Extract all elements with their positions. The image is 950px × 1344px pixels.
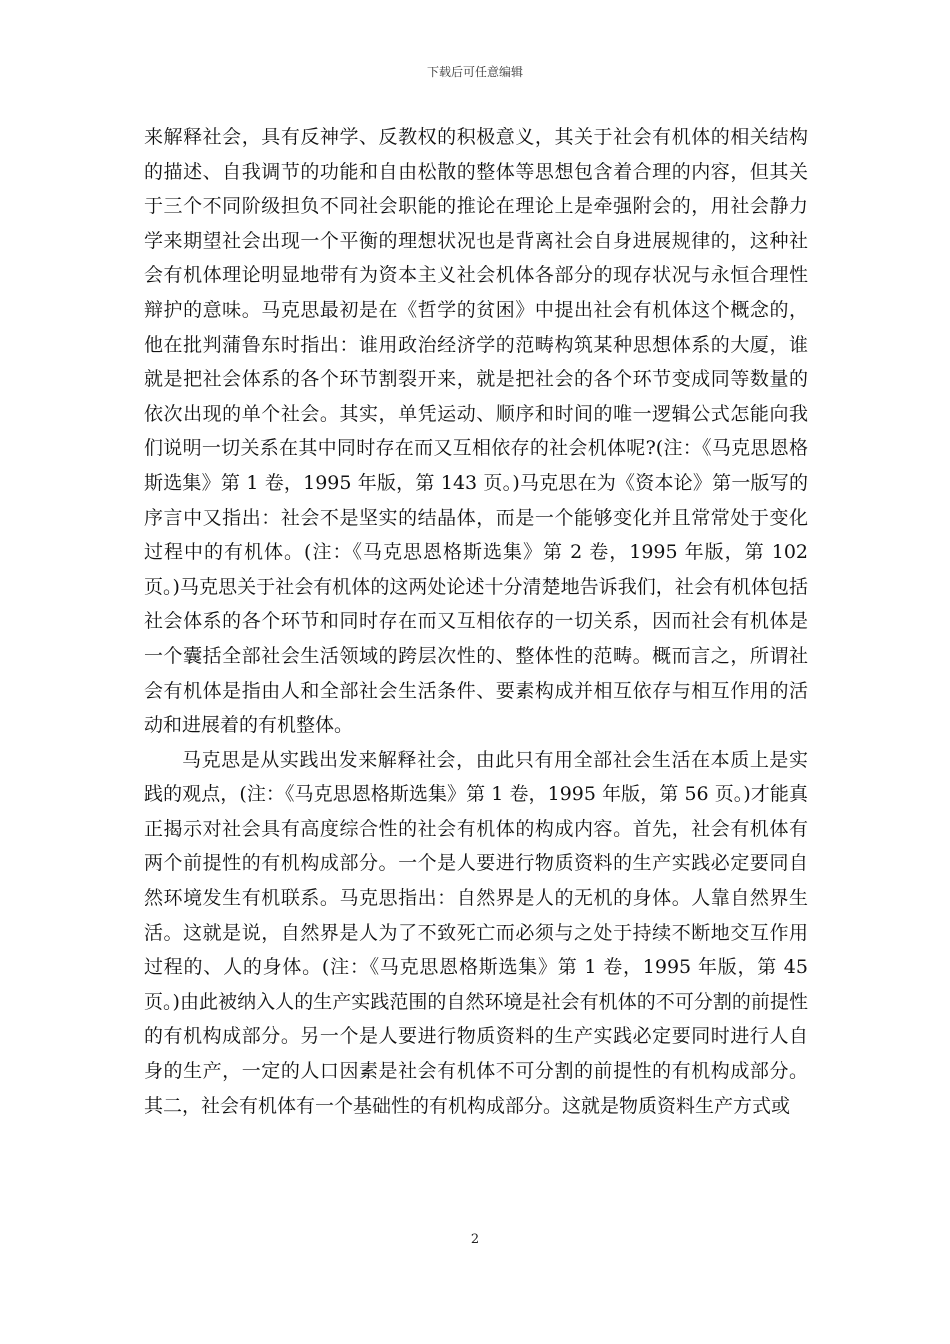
paragraph-continued: 来解释社会，具有反神学、反教权的积极意义，其关于社会有机体的相关结构的描述、自我调节的功能和自由松散的整体等思想包含着合理的内容，但其关于三个不同阶级担负不同社会职能的推论在理论上是牵强附会的，用社会静力学来期望社会出现一个平衡的理想状况也是背离社会自身进展规律的，这种社会有机体理论明显地带有为资本主义社会机体各部分的现存状况与永恒合理性辩护的意味。马克思最初是在《哲学的贫困》中提出社会有机体这个概念的，他在批判蒲鲁东时指出：谁用政治经济学的范畴构筑某种思想体系的大厦，谁就是把社会体系的各个环节割裂开来，就是把社会的各个环节变成同等数量的依次出现的单个社会。其实，单凭运动、顺序和时间的唯一逻辑公式怎能向我们说明一切关系在其中同时存在而又互相依存的社会机体呢?(注：《马克思恩格斯选集》第 1 卷，1995 年版，第 143 页。)马克思在为《资本论》第一版写的序言中又指出：社会不是坚实的结晶体，而是一个能够变化并且常常处于变化过程中的有机体。(注：《马克思恩格斯选集》第 2 卷，1995 年版，第 102 页。)马克思关于社会有机体的这两处论述十分清楚地告诉我们，社会有机体包括社会体系的各个环节和同时存在而又互相依存的一切关系，因而社会有机体是一个囊括全部社会生活领域的跨层次性的、整体性的范畴。概而言之，所谓社会有机体是指由人和全部社会生活条件、要素构成并相互依存与相互作用的活动和进展着的有机整体。 <box>144 126 808 737</box>
body-text <box>144 120 808 1123</box>
page-number: 2 <box>470 1232 480 1247</box>
page-header: 下载后可任意编辑 <box>426 65 523 79</box>
paragraph-marx-practice: 马克思是从实践出发来解释社会，由此只有用全部社会生活在本质上是实践的观点，(注：《马克思恩格斯选集》第 1 卷，1995 年版，第 56 页。)才能真正揭示对社会具有高度综合性的社会有机体的构成内容。首先，社会有机体有两个前提性的有机构成部分。一个是人要进行物质资料的生产实践必定要同自然环境发生有机联系。马克思指出：自然界是人的无机的身体。人靠自然界生活。这就是说，自然界是人为了不致死亡而必须与之处于持续不断地交互作用过程的、人的身体。(注：《马克思恩格斯选集》第 1 卷，1995 年版，第 45 页。)由此被纳入人的生产实践范围的自然环境是社会有机体的不可分割的前提性的有机构成部分。另一个是人要进行物质资料的生产实践必定要同时进行人自身的生产，一定的人口因素是社会有机体不可分割的前提性的有机构成部分。其二，社会有机体有一个基础性的有机构成部分。这就是物质资料生产方式或 <box>144 748 808 1117</box>
